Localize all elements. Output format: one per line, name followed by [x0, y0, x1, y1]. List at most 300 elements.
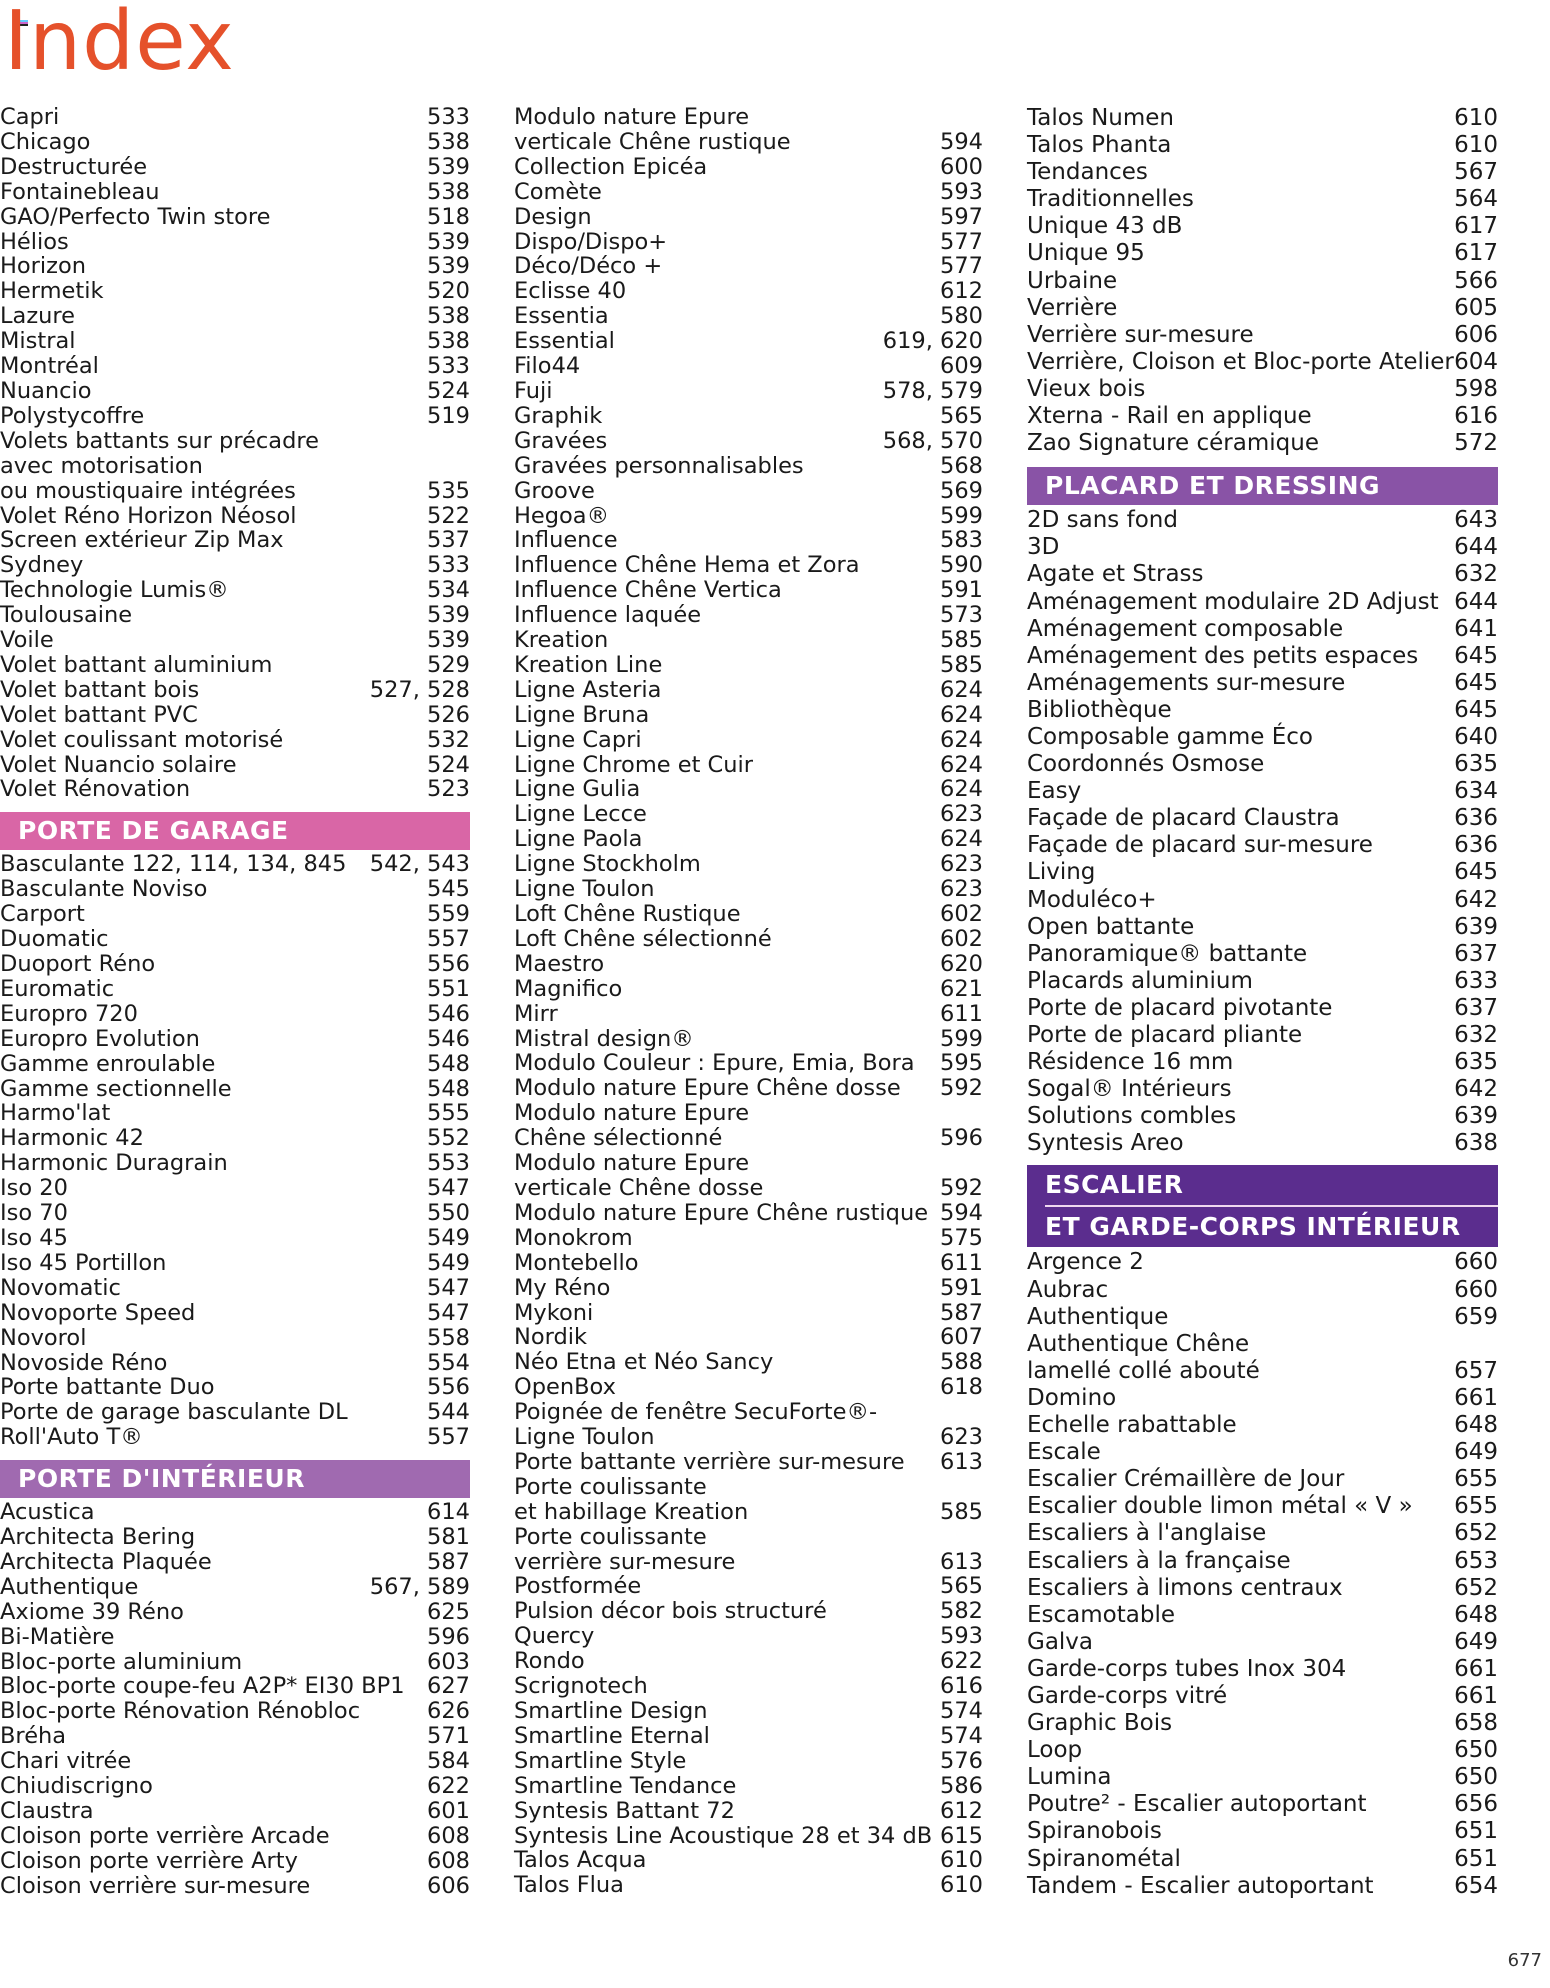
index-entry — [0, 877, 470, 902]
index-entry — [1027, 1022, 1498, 1049]
index-entry — [514, 279, 983, 304]
entry-page: 585 — [940, 1498, 983, 1525]
index-entry — [514, 329, 983, 354]
entry-label: Horizon — [0, 253, 87, 280]
index-entry — [514, 927, 983, 952]
entry-label: lamellé collé abouté — [1027, 1357, 1260, 1384]
index-entry — [1027, 1629, 1498, 1656]
index-entry — [514, 1475, 983, 1500]
entry-label: Ligne Toulon — [514, 1424, 655, 1451]
entry-page: 547 — [427, 1175, 470, 1202]
entry-label: Chicago — [0, 128, 91, 155]
entry-page: 533 — [427, 353, 470, 380]
entry-label: Chêne sélectionné — [514, 1125, 723, 1152]
index-entry — [0, 1824, 470, 1849]
entry-page: 625 — [427, 1598, 470, 1625]
entry-label: Fuji — [514, 377, 553, 404]
entry-page: 593 — [940, 1623, 983, 1650]
entry-label: Loop — [1027, 1737, 1083, 1764]
entry-label: Verrière, Cloison et Bloc-porte Atelier — [1027, 348, 1454, 375]
index-entry — [0, 1724, 470, 1749]
entry-page: 616 — [940, 1673, 983, 1700]
page-number: 677 — [1507, 1950, 1542, 1971]
entry-label: Traditionnelles — [1027, 186, 1194, 213]
index-entry — [1027, 1076, 1498, 1103]
entry-page: 606 — [1454, 321, 1498, 348]
index-entry — [0, 1276, 470, 1301]
entry-page: 604 — [1454, 348, 1498, 375]
entry-page: 596 — [940, 1125, 983, 1152]
index-entry — [514, 1873, 983, 1898]
index-entry — [1027, 1412, 1498, 1439]
entry-label: Modulo nature Epure — [514, 104, 750, 130]
entry-page: 608 — [427, 1822, 470, 1849]
entry-page: 639 — [1454, 913, 1498, 940]
index-entry — [1027, 589, 1498, 616]
entry-label: Euromatic — [0, 975, 115, 1002]
index-entry — [0, 504, 470, 529]
entry-page: 523 — [427, 776, 470, 803]
entry-page: 587 — [940, 1299, 983, 1326]
entry-label: Talos Acqua — [514, 1847, 647, 1874]
entry-page: 538 — [427, 303, 470, 330]
section-header — [1027, 467, 1498, 505]
entry-page: 624 — [940, 676, 983, 703]
entry-label: Porte battante Duo — [0, 1374, 215, 1401]
index-entry — [514, 802, 983, 827]
entry-label: Garde-corps vitré — [1027, 1682, 1228, 1709]
entry-page: 637 — [1454, 940, 1498, 967]
entry-label: Voile — [0, 627, 54, 654]
index-entry — [1027, 1548, 1498, 1575]
entry-label: 3D — [1027, 534, 1060, 561]
entry-label: Volet battant PVC — [0, 701, 198, 728]
entry-label: Architecta Plaquée — [0, 1548, 212, 1575]
index-entry — [514, 603, 983, 628]
entry-page: 644 — [1454, 588, 1498, 615]
entry-page: 661 — [1454, 1384, 1498, 1411]
index-entry — [0, 653, 470, 678]
entry-label: Cloison porte verrière Arcade — [0, 1822, 330, 1849]
entry-page: 661 — [1454, 1655, 1498, 1682]
entry-page: 537 — [427, 527, 470, 554]
entry-page: 586 — [940, 1772, 983, 1799]
index-entry — [514, 429, 983, 454]
entry-label: Iso 20 — [0, 1175, 68, 1202]
entry-page: 569 — [940, 477, 983, 504]
index-entry — [514, 379, 983, 404]
index-entry — [514, 1525, 983, 1550]
entry-label: Hegoa® — [514, 502, 610, 529]
entry-label: Vieux bois — [1027, 375, 1146, 402]
section-header — [1027, 1165, 1498, 1247]
entry-page: 568, 570 — [882, 427, 983, 454]
index-entry — [514, 703, 983, 728]
entry-label: Verrière sur-mesure — [1027, 321, 1254, 348]
entry-label: Poignée de fenêtre SecuForte®- — [514, 1399, 878, 1426]
index-entry — [514, 1027, 983, 1052]
entry-label: Graphic Bois — [1027, 1710, 1173, 1737]
index-entry — [514, 852, 983, 877]
entry-page: 624 — [940, 726, 983, 753]
entry-label: Façade de placard Claustra — [1027, 805, 1340, 832]
entry-label: verticale Chêne dosse — [514, 1174, 764, 1201]
entry-page: 642 — [1454, 886, 1498, 913]
index-entry — [1027, 1331, 1498, 1358]
entry-page: 596 — [427, 1623, 470, 1650]
entry-page: 567 — [1454, 159, 1498, 186]
entry-label: Ligne Chrome et Cuir — [514, 751, 754, 778]
index-entry — [0, 1002, 470, 1027]
index-entry — [0, 379, 470, 404]
entry-page: 623 — [940, 851, 983, 878]
entry-label: Bi-Matière — [0, 1623, 115, 1650]
entry-page: 599 — [940, 1025, 983, 1052]
index-entry — [514, 1425, 983, 1450]
entry-label: Hélios — [0, 228, 69, 255]
entry-page: 577 — [940, 228, 983, 255]
entry-page: 578, 579 — [882, 377, 983, 404]
index-entry — [0, 1126, 470, 1151]
entry-label: Essential — [514, 328, 615, 355]
entry-label: Harmo'lat — [0, 1100, 111, 1127]
index-entry — [0, 155, 470, 180]
entry-page: 575 — [940, 1224, 983, 1251]
entry-page: 624 — [940, 701, 983, 728]
entry-page: 518 — [427, 203, 470, 230]
entry-page: 546 — [427, 1000, 470, 1027]
entry-page: 566 — [1454, 267, 1498, 294]
entry-page: 610 — [940, 1872, 983, 1899]
index-entry — [514, 1176, 983, 1201]
entry-label: Scrignotech — [514, 1673, 648, 1700]
entry-label: Lumina — [1027, 1764, 1112, 1791]
index-entry — [514, 977, 983, 1002]
entry-label: Capri — [0, 104, 60, 130]
entry-label: Façade de placard sur-mesure — [1027, 832, 1373, 859]
entry-label: Modulo nature Epure — [514, 1100, 750, 1127]
entry-page: 534 — [427, 577, 470, 604]
entry-page: 661 — [1454, 1682, 1498, 1709]
entry-page: 612 — [940, 278, 983, 305]
entry-label: Poutre² - Escalier autoportant — [1027, 1791, 1367, 1818]
entry-page: 547 — [427, 1299, 470, 1326]
index-entry — [514, 479, 983, 504]
entry-page: 565 — [940, 1573, 983, 1600]
entry-page: 639 — [1454, 1103, 1498, 1130]
index-entry — [1027, 349, 1498, 376]
entry-page: 539 — [427, 153, 470, 180]
entry-page: 617 — [1454, 213, 1498, 240]
entry-label: Novomatic — [0, 1274, 121, 1301]
entry-page: 539 — [427, 253, 470, 280]
entry-label: Escale — [1027, 1439, 1101, 1466]
entry-page: 635 — [1454, 751, 1498, 778]
index-entry — [1027, 1304, 1498, 1331]
entry-page: 620 — [940, 950, 983, 977]
index-entry — [1027, 1385, 1498, 1412]
index-entry — [0, 1650, 470, 1675]
entry-label: Ligne Capri — [514, 726, 642, 753]
index-entry — [514, 1151, 983, 1176]
entry-label: Gamme sectionnelle — [0, 1075, 232, 1102]
entry-page: 635 — [1454, 1049, 1498, 1076]
entry-label: Volet Rénovation — [0, 776, 191, 803]
entry-page: 614 — [427, 1499, 470, 1526]
index-entry — [514, 1624, 983, 1649]
entry-label: Modulo nature Epure Chêne dosse — [514, 1075, 901, 1102]
index-entry — [1027, 132, 1498, 159]
entry-page: 539 — [427, 602, 470, 629]
entry-label: Urbaine — [1027, 267, 1118, 294]
index-entry — [0, 1176, 470, 1201]
entry-page: 634 — [1454, 778, 1498, 805]
entry-label: Iso 45 Portillon — [0, 1249, 167, 1276]
entry-page: 538 — [427, 178, 470, 205]
index-entry — [514, 454, 983, 479]
entry-page: 551 — [427, 975, 470, 1002]
index-entry — [0, 777, 470, 802]
entry-label: Smartline Style — [514, 1747, 687, 1774]
entry-page: 601 — [427, 1798, 470, 1824]
index-entry — [514, 1400, 983, 1425]
entry-label: Syntesis Battant 72 — [514, 1797, 735, 1824]
entry-label: Volet Nuancio solaire — [0, 751, 237, 778]
index-entry — [0, 304, 470, 329]
index-entry — [0, 180, 470, 205]
index-entry — [1027, 832, 1498, 859]
entry-label: Duomatic — [0, 926, 109, 953]
index-entry — [0, 603, 470, 628]
index-entry — [1027, 995, 1498, 1022]
entry-label: verticale Chêne rustique — [514, 128, 791, 155]
index-entry — [0, 1027, 470, 1052]
index-entry — [514, 1276, 983, 1301]
entry-page: 649 — [1454, 1628, 1498, 1655]
entry-label: Roll'Auto T® — [0, 1424, 143, 1451]
entry-label: Nordik — [514, 1324, 588, 1351]
entry-page: 594 — [940, 128, 983, 155]
entry-page: 547 — [427, 1274, 470, 1301]
entry-page: 621 — [940, 975, 983, 1002]
index-entry — [514, 1599, 983, 1624]
index-entry — [1027, 670, 1498, 697]
index-entry — [514, 728, 983, 753]
entry-page: 594 — [940, 1199, 983, 1226]
entry-label: Bloc-porte aluminium — [0, 1648, 243, 1675]
index-entry — [514, 1749, 983, 1774]
entry-page: 554 — [427, 1349, 470, 1376]
index-entry — [514, 1649, 983, 1674]
entry-label: Authentique Chêne — [1027, 1330, 1250, 1357]
entry-page: 636 — [1454, 805, 1498, 832]
entry-label: Montebello — [514, 1249, 639, 1276]
index-entry — [1027, 616, 1498, 643]
entry-page: 610 — [940, 1847, 983, 1874]
entry-label: Eclisse 40 — [514, 278, 627, 305]
entry-page: 660 — [1454, 1249, 1498, 1276]
index-entry — [1027, 105, 1498, 132]
index-entry — [514, 1201, 983, 1226]
entry-label: Bloc-porte Rénovation Rénobloc — [0, 1698, 361, 1725]
entry-page: 659 — [1454, 1303, 1498, 1330]
entry-page: 655 — [1454, 1493, 1498, 1520]
entry-page: 653 — [1454, 1547, 1498, 1574]
entry-page: 574 — [940, 1698, 983, 1724]
entry-label: Authentique — [0, 1573, 139, 1600]
entry-label: Placards aluminium — [1027, 967, 1253, 994]
index-entry — [0, 703, 470, 728]
entry-page: 649 — [1454, 1439, 1498, 1466]
entry-page: 645 — [1454, 642, 1498, 669]
entry-page: 553 — [427, 1150, 470, 1177]
index-entry — [1027, 1358, 1498, 1385]
entry-page: 573 — [940, 602, 983, 629]
index-entry — [0, 1351, 470, 1376]
entry-label: Influence laquée — [514, 602, 702, 629]
index-entry — [1027, 1764, 1498, 1791]
index-entry — [514, 1251, 983, 1276]
entry-page: 616 — [1454, 403, 1498, 430]
entry-page: 584 — [427, 1748, 470, 1775]
entry-label: Volet coulissant motorisé — [0, 726, 284, 753]
entry-label: Lazure — [0, 303, 75, 330]
entry-label: Polystycoffre — [0, 402, 145, 429]
entry-page: 656 — [1454, 1791, 1498, 1818]
entry-label: Basculante Noviso — [0, 876, 208, 903]
entry-label: Moduléco+ — [1027, 886, 1157, 913]
entry-label: Design — [514, 203, 592, 230]
entry-label: Porte de placard pivotante — [1027, 994, 1333, 1021]
entry-label: Screen extérieur Zip Max — [0, 527, 284, 554]
index-entry — [0, 1575, 470, 1600]
index-entry — [0, 902, 470, 927]
entry-page: 539 — [427, 228, 470, 255]
index-entry — [514, 1101, 983, 1126]
entry-page: 610 — [1454, 105, 1498, 131]
index-entry — [514, 354, 983, 379]
entry-page: 555 — [427, 1100, 470, 1127]
entry-label: Galva — [1027, 1628, 1094, 1655]
entry-label: Escaliers à limons centraux — [1027, 1574, 1343, 1601]
index-entry — [0, 1101, 470, 1126]
section-header — [0, 1460, 470, 1498]
index-entry — [1027, 1846, 1498, 1873]
entry-label: Mistral design® — [514, 1025, 694, 1052]
entry-label: Europro 720 — [0, 1000, 138, 1027]
index-entry — [0, 1251, 470, 1276]
entry-label: Résidence 16 mm — [1027, 1049, 1234, 1076]
index-entry — [0, 952, 470, 977]
entry-label: Kreation — [514, 627, 609, 654]
index-entry — [0, 404, 470, 429]
entry-page: 592 — [940, 1075, 983, 1102]
entry-label: Acustica — [0, 1499, 95, 1526]
entry-page: 582 — [940, 1598, 983, 1625]
entry-page: 636 — [1454, 832, 1498, 859]
index-entry — [0, 1077, 470, 1102]
index-entry — [514, 1824, 983, 1849]
index-entry — [0, 1774, 470, 1799]
entry-label: Porte de garage basculante DL — [0, 1399, 348, 1426]
entry-page: 585 — [940, 627, 983, 654]
entry-label: Ligne Stockholm — [514, 851, 701, 878]
entry-page: 592 — [940, 1174, 983, 1201]
entry-label: Mykoni — [514, 1299, 594, 1326]
entry-page: 610 — [1454, 132, 1498, 159]
index-entry — [0, 479, 470, 504]
entry-page: 624 — [940, 776, 983, 803]
entry-label: Agate et Strass — [1027, 561, 1204, 588]
entry-page: 624 — [940, 751, 983, 778]
index-entry — [1027, 1493, 1498, 1520]
entry-page: 556 — [427, 1374, 470, 1401]
entry-label: Ligne Gulia — [514, 776, 641, 803]
index-entry — [1027, 1130, 1498, 1157]
entry-page: 564 — [1454, 186, 1498, 213]
section-header-label: PORTE D'INTÉRIEUR — [18, 1464, 305, 1494]
index-entry — [1027, 643, 1498, 670]
entry-label: Porte de placard pliante — [1027, 1022, 1303, 1048]
entry-page: 603 — [427, 1648, 470, 1675]
index-entry — [514, 1574, 983, 1599]
entry-label: Dispo/Dispo+ — [514, 228, 668, 255]
index-entry — [0, 753, 470, 778]
index-entry — [1027, 1873, 1498, 1900]
entry-label: Novoside Réno — [0, 1349, 168, 1376]
entry-label: Harmonic Duragrain — [0, 1150, 228, 1177]
entry-page: 583 — [940, 527, 983, 554]
index-entry — [514, 180, 983, 205]
entry-label: Sogal® Intérieurs — [1027, 1076, 1232, 1103]
index-entry — [0, 454, 470, 479]
entry-label: Porte coulissante — [514, 1473, 707, 1500]
entry-page: 637 — [1454, 994, 1498, 1021]
entry-page: 526 — [427, 701, 470, 728]
index-entry — [1027, 751, 1498, 778]
index-entry — [0, 553, 470, 578]
index-entry — [514, 205, 983, 230]
entry-page: 651 — [1454, 1845, 1498, 1872]
entry-label: Ligne Lecce — [514, 801, 647, 828]
index-entry — [0, 1052, 470, 1077]
entry-page: 597 — [940, 203, 983, 230]
entry-page: 645 — [1454, 669, 1498, 696]
entry-page: 529 — [427, 651, 470, 678]
entry-page: 641 — [1454, 615, 1498, 642]
index-entry — [0, 354, 470, 379]
index-entry — [1027, 724, 1498, 751]
index-entry — [1027, 914, 1498, 941]
index-entry — [514, 230, 983, 255]
entry-label: Unique 95 — [1027, 240, 1145, 267]
entry-label: Panoramique® battante — [1027, 940, 1308, 967]
index-entry — [1027, 430, 1498, 457]
entry-label: Axiome 39 Réno — [0, 1598, 184, 1625]
entry-label: Basculante 122, 114, 134, 845 — [0, 851, 347, 878]
entry-page: 591 — [940, 1274, 983, 1301]
entry-page: 654 — [1454, 1872, 1498, 1899]
index-entry — [0, 254, 470, 279]
entry-page: 548 — [427, 1075, 470, 1102]
entry-page: 558 — [427, 1324, 470, 1351]
entry-label: Gamme enroulable — [0, 1050, 216, 1077]
index-entry — [1027, 1439, 1498, 1466]
entry-page: 606 — [427, 1872, 470, 1899]
entry-page: 632 — [1454, 1022, 1498, 1048]
index-entry — [0, 977, 470, 1002]
entry-page: 538 — [427, 328, 470, 355]
